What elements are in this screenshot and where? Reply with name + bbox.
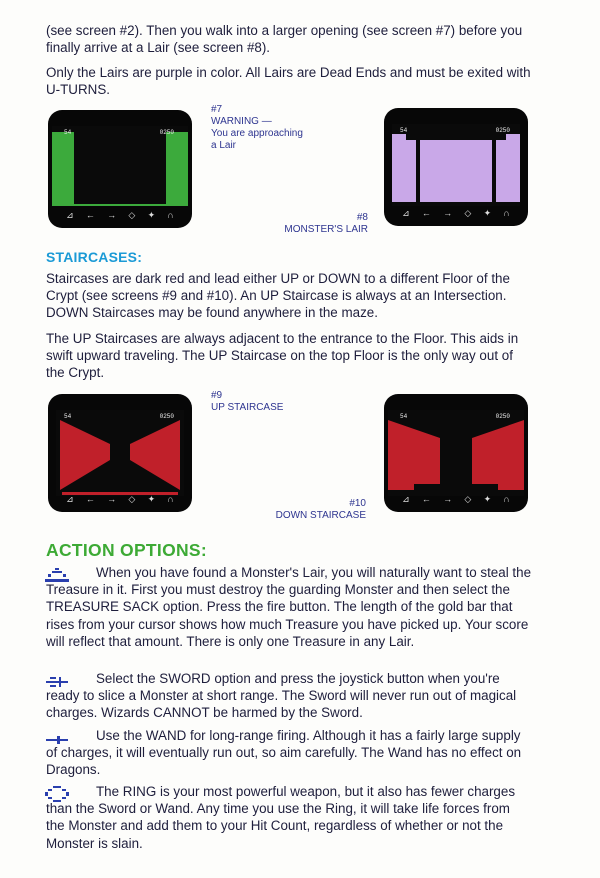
wand-option-text: Use the WAND for long-range firing. Although it has a fairly large supply of charges, it will eventually run out, so aim carefully. The Wand has no effect on Dragons. — [46, 728, 522, 778]
screen-7-caption — [211, 104, 303, 152]
floor-number: 54 — [400, 413, 408, 420]
floor-number: 54 — [64, 129, 72, 136]
score-readout: 0250 — [159, 413, 174, 420]
screen-7-number: #7 — [211, 104, 223, 115]
action-options-heading: ACTION OPTIONS: — [46, 540, 208, 560]
score-readout: 0250 — [495, 127, 510, 134]
screen-8-label: MONSTER'S LAIR — [284, 224, 368, 235]
action-icon-bar: ⊿ ← → ◇ ✦ ∩ — [402, 493, 510, 504]
floor-number: 54 — [400, 127, 408, 134]
screen-9-caption — [211, 390, 283, 414]
treasure-sack-option-text: When you have found a Monster's Lair, you will naturally want to steal the Treasure in it. First you must destroy the guarding Monster and then select the TREASURE SACK option. Press the fire button. The length of the gold bar that rises from your cursor shows how much Treasure you have picked up. Your score will reflect that amount. There is only one Treasure in any Lair. — [46, 565, 532, 649]
action-icon-bar: ⊿ ← → ◇ ✦ ∩ — [66, 493, 174, 504]
screen-8-number: #8 — [356, 212, 368, 223]
intro-paragraph-1: (see screen #2). Then you walk into a larger opening (see screen #7) before you finally arrive at a Lair (see screen #8). — [46, 23, 523, 56]
floor-number: 54 — [64, 413, 72, 420]
score-readout: 0250 — [159, 129, 174, 136]
screen-8-lair — [384, 108, 528, 226]
screen-7-label: WARNING — You are approaching a Lair — [211, 116, 303, 151]
action-icon-bar: ⊿ ← → ◇ ✦ ∩ — [402, 207, 510, 218]
staircases-heading: STAIRCASES: — [46, 249, 143, 265]
staircases-paragraph-1: Staircases are dark red and lead either UP or DOWN to a different Floor of the Crypt (see screens #9 and #10). An UP Staircase is always at an Intersection. DOWN Staircases may be found anywhere in the maze. — [46, 271, 510, 321]
screen-8-caption — [276, 212, 368, 236]
ring-option-text: The RING is your most powerful weapon, but it also has fewer charges than the Sword or Wand. Any time you use the Ring, it will take life forces from the Monster and add them to your Hit Count, regardless of whether or not the Monster is slain. — [46, 784, 516, 851]
screen-9-label: UP STAIRCASE — [211, 402, 284, 413]
action-icon-bar: ⊿ ← → ◇ ✦ ∩ — [66, 209, 174, 220]
screen-10-number: #10 — [349, 498, 366, 509]
screen-10-label: DOWN STAIRCASE — [275, 510, 366, 521]
intro-paragraph-2: Only the Lairs are purple in color. All Lairs are Dead Ends and must be exited with U-TURNS. — [46, 65, 531, 98]
screen-7-corridor — [48, 110, 192, 228]
screen-10-down-staircase — [384, 394, 528, 512]
staircases-paragraph-2: The UP Staircases are always adjacent to the entrance to the Floor. This aids in swift upward traveling. The UP Staircase on the top Floor is the only way out of the Crypt. — [46, 331, 519, 381]
screen-10-caption — [260, 498, 366, 522]
screen-9-number: #9 — [211, 390, 223, 401]
score-readout: 0250 — [495, 413, 510, 420]
sword-option-text: Select the SWORD option and press the joystick button when you're ready to slice a Monster at short range. The Sword will never run out of magical charges. Wizards CANNOT be harmed by the Sword. — [46, 671, 517, 721]
screen-9-up-staircase — [48, 394, 192, 512]
